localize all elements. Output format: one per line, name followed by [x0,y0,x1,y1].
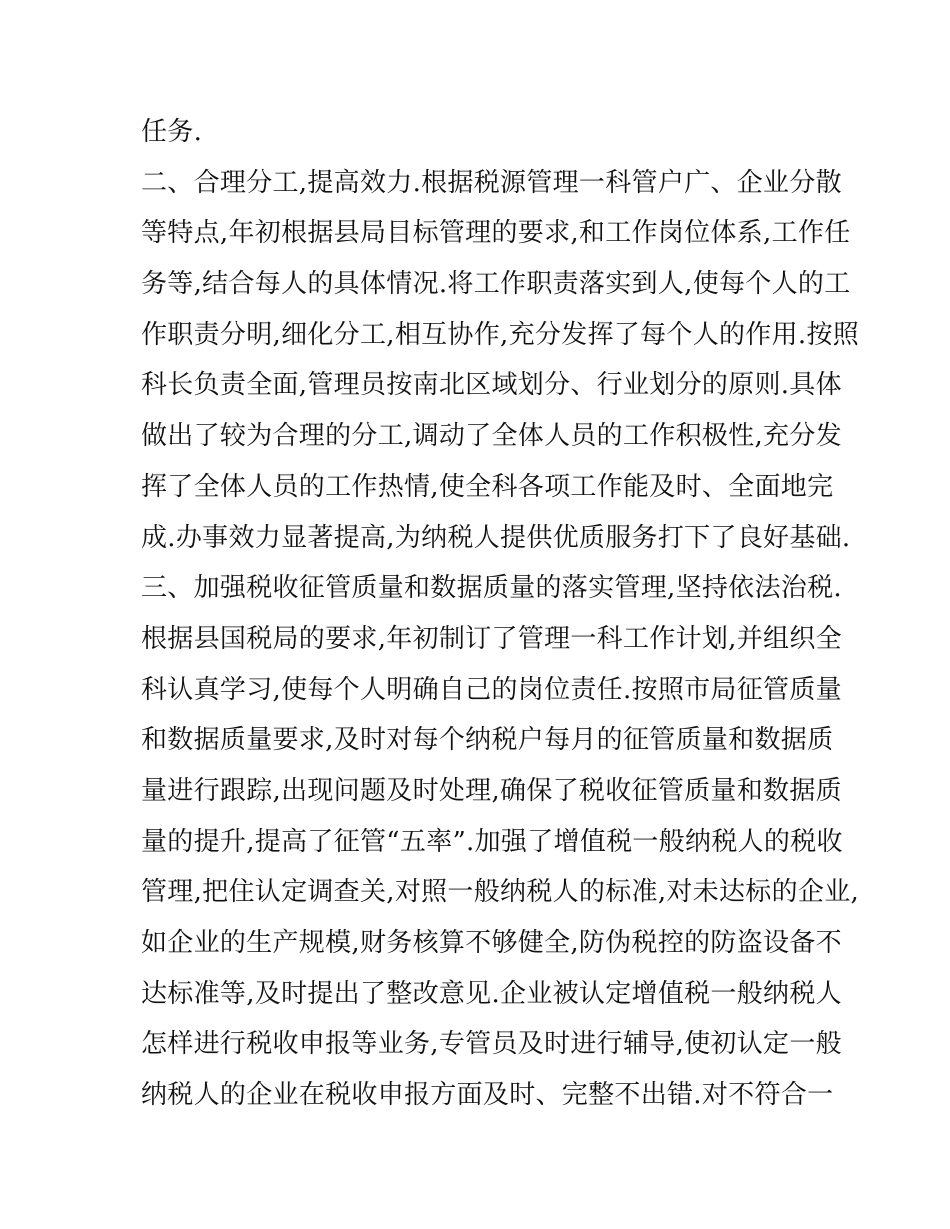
text-line: 做出了较为合理的分工,调动了全体人员的工作积极性,充分发 [141,421,842,452]
text-line: 成.办事效力显著提高,为纳税人提供优质服务打下了良好基础. [141,522,851,553]
text-line: 任务. [141,117,203,147]
text-line: 根据县国税局的要求,年初制订了管理一科工作计划,并组织全 [141,623,842,654]
text-line: 如企业的生产规模,财务核算不够健全,防伪税控的防盗设备不 [141,928,842,958]
text-line: 纳税人的企业在税收申报方面及时、完整不出错.对不符合一 [141,1080,834,1111]
text-line: 作职责分明,细化分工,相互协作,充分发挥了每个人的作用.按照 [141,319,860,350]
text-line: 等特点,年初根据县局目标管理的要求,和工作岗位体系,工作任 [141,218,851,249]
text-line: 务等,结合每人的具体情况.将工作职责落实到人,使每个人的工 [141,269,851,300]
text-line: 二、合理分工,提高效力.根据税源管理一科管户广、企业分散 [141,167,842,198]
text-line: 管理,把住认定调查关,对照一般纳税人的标准,对未达标的企业, [141,877,860,908]
body-text [141,107,860,1121]
text-line: 挥了全体人员的工作热情,使全科各项工作能及时、全面地完 [141,471,834,502]
text-line: 量的提升,提高了征管“五率”.加强了增值税一般纳税人的税收 [141,826,843,857]
text-line: 科长负责全面,管理员按南北区域划分、行业划分的原则.具体 [141,370,842,401]
text-line: 达标准等,及时提出了整改意见.企业被认定增值税一般纳税人 [141,978,842,1009]
text-line: 三、加强税收征管质量和数据质量的落实管理,坚持依法治税. [141,573,842,604]
text-line: 量进行跟踪,出现问题及时处理,确保了税收征管质量和数据质 [141,775,842,806]
text-line: 科认真学习,使每个人明确自己的岗位责任.按照市局征管质量 [141,674,842,705]
text-line: 怎样进行税收申报等业务,专管员及时进行辅导,使初认定一般 [141,1029,842,1060]
text-line: 和数据质量要求,及时对每个纳税户每月的征管质量和数据质 [141,725,834,756]
